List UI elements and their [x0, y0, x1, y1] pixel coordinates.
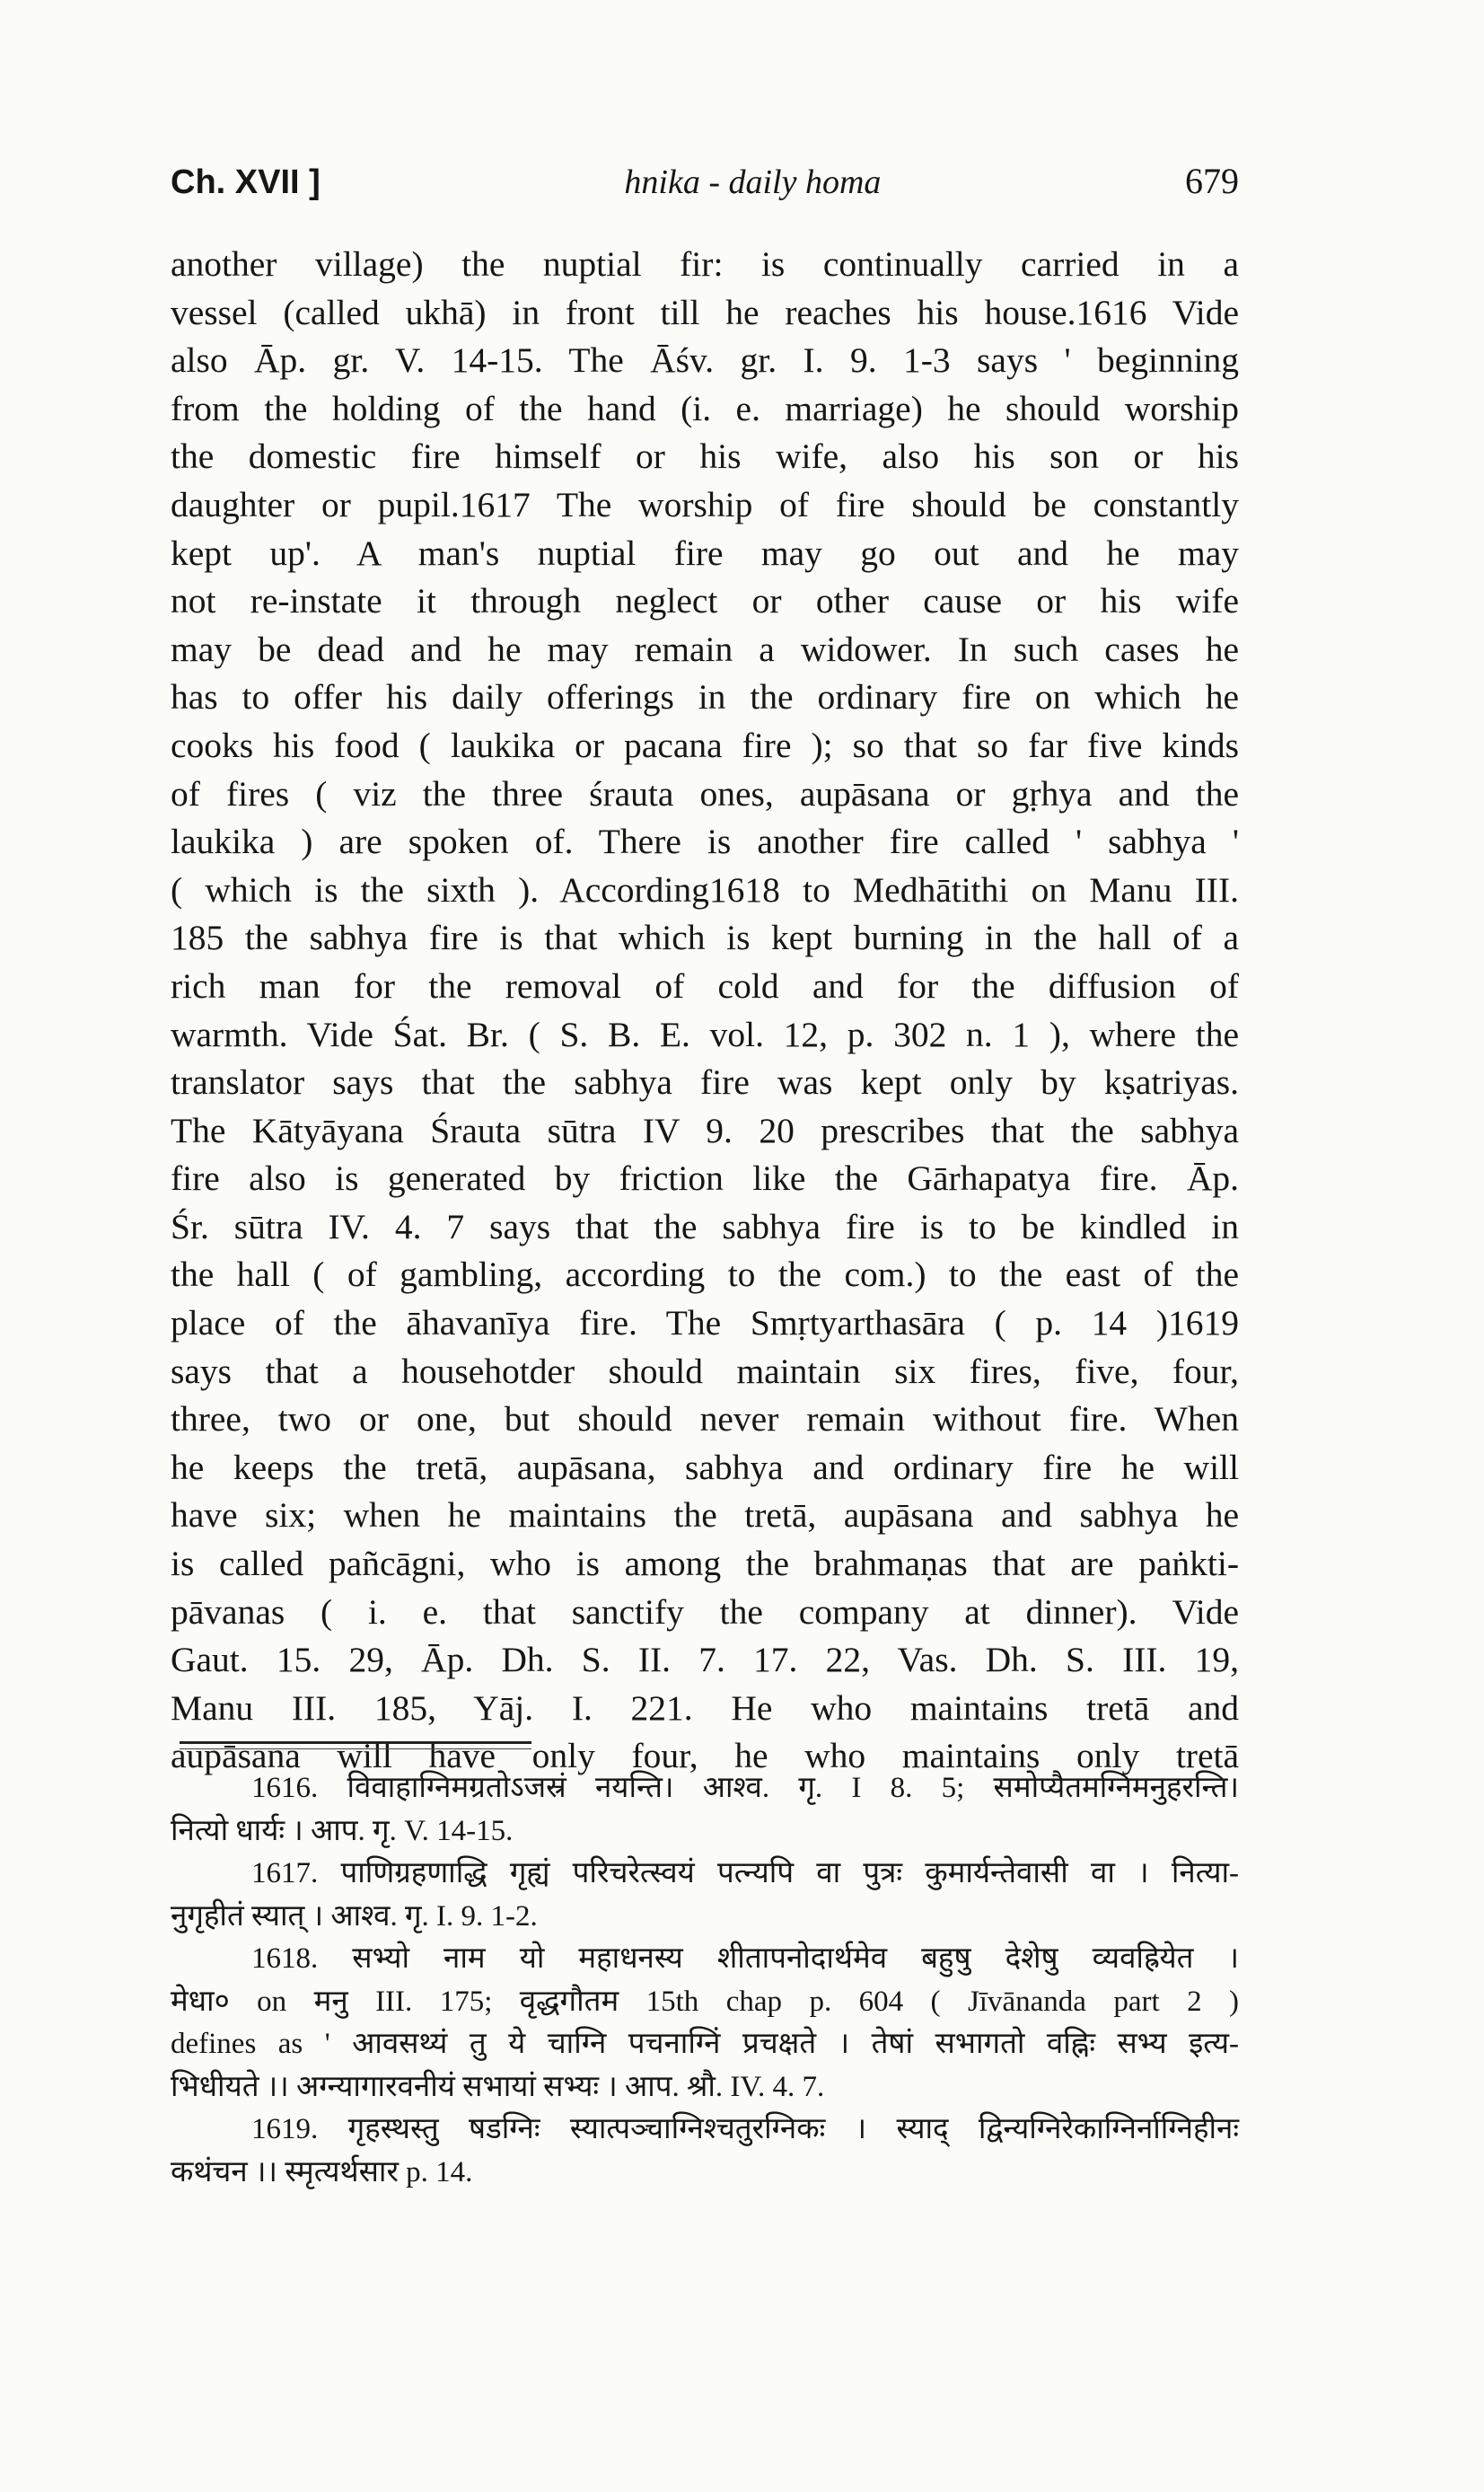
- footnote-line: 1618. सभ्यो नाम यो महाधनस्य शीतापनोदार्थमेव बहुषु देशेषु व्यवह्रियेत ।: [251, 1942, 1239, 1975]
- footnote-line: नुगृहीतं स्यात् । आश्व. गृ. I. 9. 1-2.: [171, 1899, 538, 1933]
- footnote-line: 1616. विवाहाग्निमग्रतोऽजस्रं नयन्ति। आश्व. गृ. I 8. 5; समोप्यैतमग्निमनुहरन्ति।: [251, 1772, 1239, 1804]
- body-line: may be dead and he may remain a widower. In such cases he: [171, 629, 1239, 669]
- body-line: rich man for the removal of cold and for the diffusion of: [171, 965, 1239, 1006]
- running-head: [171, 160, 1239, 214]
- chapter-label: Ch. XVII ]: [171, 163, 321, 201]
- footnote-line: 1619. गृहस्थस्तु षडग्निः स्यात्पञ्चाग्निश्चतुरग्निकः । स्याद् द्विन्यग्निरेकाग्निर्नाग्निहीनः: [251, 2113, 1239, 2145]
- footnote-divider: [180, 1741, 531, 1744]
- body-text: [171, 241, 1239, 1781]
- body-line: is called pañcāgni, who is among the brahmaṇas that are paṅkti-: [171, 1544, 1239, 1584]
- body-line: not re-instate it through neglect or other cause or his wife: [171, 581, 1239, 621]
- body-line: he keeps the tretā, aupāsana, sabhya and ordinary fire he will: [171, 1447, 1239, 1487]
- body-line: laukika ) are spoken of. There is another fire called ' sabhya ': [171, 822, 1239, 862]
- body-line: pāvanas ( i. e. that sanctify the company at dinner). Vide: [171, 1591, 1239, 1632]
- footnote-divider-thin: [180, 1748, 531, 1749]
- page-title: hnika - daily homa: [624, 163, 882, 201]
- body-line: warmth. Vide Śat. Br. ( S. B. E. vol. 12, p. 302 n. 1 ), where the: [171, 1014, 1239, 1054]
- body-line: Gaut. 15. 29, Āp. Dh. S. II. 7. 17. 22, Vas. Dh. S. III. 19,: [171, 1640, 1239, 1680]
- footnotes: [171, 1767, 1239, 2194]
- body-line: the hall ( of gambling, according to the com.) to the east of the: [171, 1255, 1239, 1295]
- body-line: of fires ( viz the three śrauta ones, aupāsana or gṛhya and the: [171, 773, 1239, 814]
- footnote-line: मेधा० on मनु III. 175; वृद्धगौतम 15th chap p. 604 ( Jīvānanda part 2 ): [171, 1985, 1239, 2018]
- body-line: translator says that the sabhya fire was kept only by kṣatriyas.: [171, 1062, 1239, 1103]
- body-line: fire also is generated by friction like the Gārhapatya fire. Āp.: [171, 1158, 1239, 1199]
- body-line: place of the āhavanīya fire. The Smṛtyarthasāra ( p. 14 )1619: [171, 1303, 1239, 1343]
- footnote-line: 1617. पाणिग्रहणाद्धि गृह्यं परिचरेत्स्वयं पत्न्यपि वा पुत्रः कुमार्यन्तेवासी वा । नित्या-: [251, 1857, 1239, 1889]
- body-line: aupāsana will have only four, he who maintains only tretā: [171, 1736, 1239, 1776]
- body-line: three, two or one, but should never remain without fire. When: [171, 1399, 1239, 1440]
- body-line: the domestic fire himself or his wife, also his son or his: [171, 436, 1239, 477]
- body-line: Manu III. 185, Yāj. I. 221. He who maintains tretā and: [171, 1687, 1239, 1728]
- footnote-line: defines as ' आवसथ्यं तु ये चाग्नि पचनाग्निं प्रचक्षते । तेषां सभागतो वह्निः सभ्य इत्य-: [171, 2028, 1239, 2060]
- body-line: kept up'. A man's nuptial fire may go out and he may: [171, 533, 1239, 573]
- body-line: from the holding of the hand (i. e. marriage) he should worship: [171, 388, 1239, 428]
- body-line: Śr. sūtra IV. 4. 7 says that the sabhya fire is to be kindled in: [171, 1206, 1239, 1246]
- body-line: vessel (called ukhā) in front till he reaches his house.1616 Vide: [171, 292, 1239, 332]
- footnote-line: भिधीयते ।। अग्न्यागारवनीयं सभायां सभ्यः । आप. श्रौ. IV. 4. 7.: [171, 2070, 825, 2103]
- body-line: The Kātyāyana Śrauta sūtra IV 9. 20 prescribes that the sabhya: [171, 1110, 1239, 1150]
- body-line: ( which is the sixth ). According1618 to Medhātithi on Manu III.: [171, 869, 1239, 910]
- page-number: 679: [1185, 161, 1239, 201]
- body-line: have six; when he maintains the tretā, aupāsana and sabhya he: [171, 1495, 1239, 1536]
- body-line: 185 the sabhya fire is that which is kept burning in the hall of a: [171, 918, 1239, 958]
- body-line: another village) the nuptial fir: is continually carried in a: [171, 244, 1239, 284]
- body-line: also Āp. gr. V. 14-15. The Āśv. gr. I. 9. 1-3 says ' beginning: [171, 340, 1239, 381]
- body-line: has to offer his daily offerings in the ordinary fire on which he: [171, 677, 1239, 718]
- footnote-line: कथंचन ।। स्मृत्यर्थसार p. 14.: [171, 2155, 473, 2188]
- body-line: daughter or pupil.1617 The worship of fire should be constantly: [171, 484, 1239, 524]
- body-line: says that a househotder should maintain six fires, five, four,: [171, 1351, 1239, 1391]
- body-line: cooks his food ( laukika or pacana fire ); so that so far five kinds: [171, 725, 1239, 765]
- footnote-line: नित्यो धार्यः । आप. गृ. V. 14-15.: [171, 1814, 514, 1847]
